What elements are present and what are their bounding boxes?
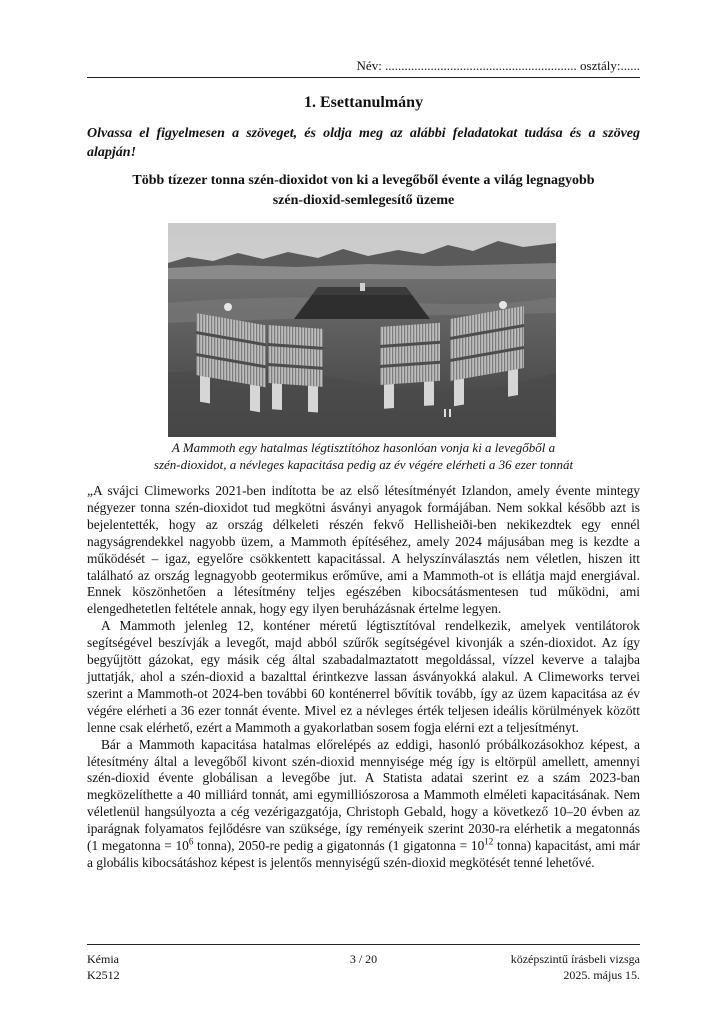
paragraph-3-part-b: tonna), 2050-re pedig a gigatonnás (1 gigatonna = 10 [193,838,485,854]
footer-rule [87,944,640,945]
caption-line-2: szén-dioxidot, a névleges kapacitása pedig az év végére elérheti a 36 ezer tonnát [153,457,574,472]
article-title-line-2: szén-dioxid-semlegesítő üzeme [272,193,455,208]
paragraph-3 [87,737,640,872]
article-title [110,171,617,211]
photo-caption [110,439,617,473]
footer-subject: Kémia [87,952,119,966]
page-title: 1. Esettanulmány [303,94,424,111]
instructions: Olvassa el figyelmesen a szöveget, és oldja meg az alábbi feladatokat tudása és a szöveg alapján! [87,126,640,160]
page-number: 3 / 20 [349,952,378,966]
article-title-line-1: Több tízezer tonna szén-dioxidot von ki a levegőből évente a világ legnagyobb [132,173,595,188]
paragraph-2: A Mammoth jelenleg 12, konténer méretű légtisztítóval rendelkezik, amelyek ventilátorok segítségével beszívják a levegőt, majd abból szűrők segítségével kivonják a szén-dioxidot. Az így begyűjtött gázokat, egy másik cég által szabadalmaztatott megoldással, vízzel keverve a talajba juttatják, ahol a szén-dioxid a bazalttal érintkezve lassan ásványokká alakul. A Climeworks tervei szerint a Mammoth-ot 2024-ben további 60 konténerrel bővítik tovább, így az üzem kapacitása az év végére elérheti a 36 ezer tonnát évente. Mivel ez a névleges érték teljesen ideális körülmények között lenne csak elérhető, ezért a Mammoth a gyakorlatban sosem fogja elérni ezt a teljesítményt. [87,618,640,735]
footer-code: K2512 [87,968,120,982]
paragraph-3-part-a: Bár a Mammoth kapacitása hatalmas előrelépés az eddigi, hasonló próbálkozásokhoz képest, a létesítmény által a levegőből kivont szén-dioxid mennyisége még így is eltörpül amellett, amennyi szén-dioxid évente globálisan a levegőbe jut. A Statista adatai szerint ez a szám 2023-ban megközelíthette a 40 milliárd tonnát, ami egymilliószorosa a Mammoth elméleti kapacitásának. Nem véletlenül hangsúlyozta a cég vezérigazgatója, Christoph Gebald, hogy a következő 10–20 évben az iparágnak folyamatos fejlődésre van szüksége, így reményeik szerint 2030-ra elérhetik a megatonnás (1 megatonna = 10 [87,736,640,854]
paragraph-3-part-c: tonna) kapacitást, ami már a globális kibocsátáshoz képest is jelentős mennyiségű szén-dioxid megkötését tenné lehetővé. [87,838,640,870]
caption-line-1: A Mammoth egy hatalmas légtisztítóhoz hasonlóan vonja ki a levegőből a [171,440,556,455]
mammoth-plant-photo [168,223,556,437]
article-body [87,483,640,872]
paragraph-1: „A svájci Climeworks 2021-ben indította be az első létesítményét Izlandon, amely évente mintegy négyezer tonna szén-dioxidot tud megkötni ásványi anyagok formájában. Nem sokkal később azt is bejelentették, hogy az ország délkeleti részén fekvő Hellisheiði-ben nekikezdtek egy ennél nagyságrendekkel nagyobb üzem, a Mammoth építéséhez, amely 2024 májusában meg is kezdte a működését – igaz, egyelőre csökkentett kapacitással. A helyszínválasztás nem véletlen, hiszen itt található az ország legnagyobb geotermikus erőműve, ami a Mammoth-ot is ellátja majd energiával. Ennek köszönhetően a létesítmény teljes egészében kibocsátásmentesen tud működni, ami elengedhetetlen feltétele annak, hogy egy ilyen beruházásnak értelme legyen. [87,483,640,617]
header-rule [87,77,640,78]
gigatonne-exponent: 12 [484,836,494,847]
footer-exam: középszintű írásbeli vizsga [510,952,640,966]
footer-date: 2025. május 15. [563,968,640,982]
megatonne-exponent: 6 [188,836,194,847]
name-class-line: Név: ........................................................... osztály:...... [356,58,640,73]
